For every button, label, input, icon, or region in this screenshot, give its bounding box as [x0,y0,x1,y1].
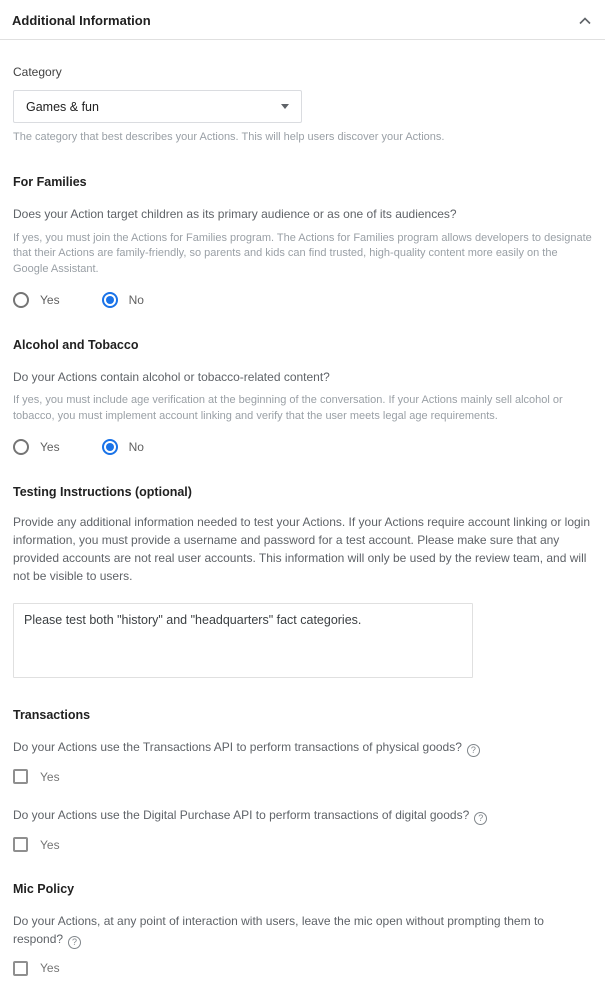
for-families-question: Does your Action target children as its primary audience or as one of its audiences? [13,207,457,222]
question-text: Do your Actions use the Digital Purchase API to perform transactions of digital goods? [13,808,470,823]
category-selected-value: Games & fun [26,99,99,114]
radio-label: Yes [40,440,60,455]
testing-instructions-textarea[interactable] [13,603,473,678]
checkbox-icon [13,961,28,976]
section-header[interactable] [0,0,605,40]
alcohol-tobacco-question: Do your Actions contain alcohol or tobacco-related content? [13,369,330,384]
section-title: Additional Information [12,13,151,28]
transactions-physical-question [13,739,592,757]
testing-instructions-title: Testing Instructions (optional) [13,485,192,500]
radio-icon [102,292,118,308]
radio-label: No [128,292,144,307]
help-icon[interactable]: ? [467,744,480,757]
transactions-digital-question [13,807,592,825]
radio-label: No [128,440,144,455]
mic-policy-checkbox-row[interactable] [13,961,592,976]
transactions-physical-checkbox-row[interactable] [13,769,592,784]
radio-icon [102,439,118,455]
question-text: Do your Actions use the Transactions API to perform transactions of physical goods? [13,740,462,755]
category-select[interactable] [13,90,302,123]
alcohol-tobacco-radio-yes[interactable] [13,439,60,455]
alcohol-tobacco-radio-group [13,439,592,455]
for-families-radio-no[interactable] [102,292,144,308]
for-families-radio-group [13,292,592,308]
radio-icon [13,439,29,455]
radio-label: Yes [40,292,60,307]
mic-policy-question [13,913,592,948]
checkbox-label: Yes [40,961,60,976]
question-text: Do your Actions, at any point of interaction with users, leave the mic open without prompting them to respond? [13,914,544,946]
checkbox-icon [13,837,28,852]
for-families-title: For Families [13,175,87,190]
checkbox-label: Yes [40,837,60,852]
transactions-digital-checkbox-row[interactable] [13,837,592,852]
transactions-title: Transactions [13,708,91,723]
testing-instructions-description: Provide any additional information needed to test your Actions. If your Actions require account linking or login information, you must provide a username and password for a test account. Please make sure that any provided accounts are not real user accounts. This information will only be used by the review team, and will not be visible to users. [13,515,591,584]
chevron-up-icon[interactable] [579,17,591,25]
alcohol-tobacco-radio-no[interactable] [102,439,144,455]
for-families-radio-yes[interactable] [13,292,60,308]
mic-policy-title: Mic Policy [13,882,75,897]
help-icon[interactable]: ? [474,812,487,825]
category-helper-text: The category that best describes your Actions. This will help users discover your Actions. [13,131,445,143]
for-families-helper-text: If yes, you must join the Actions for Families program. The Actions for Families program allows developers to designate that their Actions are family-friendly, so parents and kids can find trusted, high-quality content more easily on the Google Assistant. [13,231,592,275]
alcohol-tobacco-title: Alcohol and Tobacco [13,337,139,352]
checkbox-label: Yes [40,769,60,784]
checkbox-icon [13,769,28,784]
dropdown-arrow-icon [281,104,289,109]
category-label: Category [13,65,62,79]
radio-icon [13,292,29,308]
help-icon[interactable]: ? [68,936,81,949]
alcohol-tobacco-helper-text: If yes, you must include age verification at the beginning of the conversation. If your Actions mainly sell alcohol or tobacco, you must implement account linking and verify that the user meets legal age requirements. [13,394,563,422]
